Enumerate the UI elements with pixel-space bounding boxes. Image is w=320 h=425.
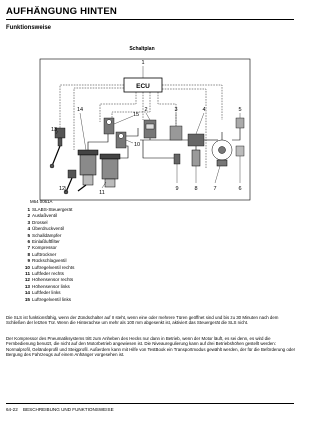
footer-section: BESCHREIBUNG UND FUNKTIONSWEISE [23,407,114,412]
air-spring-left [78,150,98,191]
callout-2: 2 [144,107,148,113]
figure-code: M64 0061A [30,199,53,204]
legend-text: Lufttrockner [32,251,57,257]
legend-number: 6 [27,239,30,245]
legend-text: Luftfeder links [32,290,61,296]
air-control-valve-right [116,132,126,148]
legend-number: 10 [24,264,30,270]
legend-number: 15 [24,296,30,302]
legend-text: Schalldämpfer [32,232,62,238]
legend-text: Rückschlagventil [32,258,67,264]
legend-text: Luftregelventil links [32,296,72,302]
callout-12: 12 [58,186,66,192]
callout-8: 8 [194,186,198,192]
ecu-label: ECU [136,83,150,90]
legend-text: Höhensensor links [32,283,70,289]
callout-10: 10 [133,142,141,148]
callout-6: 6 [238,186,242,192]
relief-valve [188,134,204,146]
legend-number: 5 [27,232,30,238]
air-control-valve-left [104,118,114,134]
legend-number: 4 [27,226,30,232]
legend-text: Kompressor [32,245,57,251]
callout-13: 13 [50,127,58,133]
legend-text: Einlaßluftfilter [32,239,60,245]
legend-number: 3 [27,219,30,225]
body-paragraph-1: Die SLS ist funktionsfähig, wenn der Zündschalter auf II steht, wenn eine oder mehrere Türen geöffnet sind und bis zu 30 Minuten nach dem Schließen der letzten Tür. Wenn die Hinterachse um mehr als 100 mm abgesenkt ist, aktiviert das Steuergerät die SLS nicht. [6,315,279,326]
compressor [212,140,232,166]
legend-number: 14 [24,290,30,296]
callout-14: 14 [76,107,84,113]
callout-5: 5 [238,107,242,113]
page-header-title: AUFHÄNGUNG HINTEN [6,6,118,17]
legend-text: SLABS-Steuergerät [32,207,73,212]
air-dryer [192,150,200,166]
callout-3: 3 [174,107,178,113]
legend-item [19,297,74,303]
legend-number: 13 [24,283,30,289]
footer-page-number: 64-22 [6,407,18,412]
legend-text: Überdruckventil [32,226,64,232]
page-footer [6,407,118,412]
legend-text: Drossel [32,219,48,225]
air-spring-right [100,154,120,187]
footer-rule [6,403,294,404]
silencer [236,118,244,128]
callout-15: 15 [132,112,140,118]
callout-7: 7 [213,186,217,192]
body-paragraph-2: Der Kompressor des Pneumatiksystems tritt zum Anheben des Hecks nur dann in Betrieb, wenn der Motor läuft, es sei denn, es wird die Fernbedienung benutzt, die nicht auf den Motorbetrieb angewiesen ist. Die Niveauregulierung kann auf drei Betriebshöhen gestellt werden: Normalprofil, Geländeprofil und Steigprofil. Außerdem kann mit Hilfe von TestBook ein Transportmodus gewählt werden, der für die Beförderung oder Bergung des Fahrzeugs auf einem Anhänger vorgesehen ist. [6,336,296,357]
height-sensor-left [50,128,65,168]
legend-number: 1 [27,207,30,212]
legend-number: 11 [25,271,30,277]
callout-9: 9 [175,186,179,192]
legend-list [19,207,74,303]
legend-text: Luftregelventil rechts [32,264,75,270]
check-valve [174,154,180,164]
throttle [170,126,182,140]
legend-text: Auslaßventil [32,213,58,219]
legend-number: 7 [27,245,30,251]
callout-4: 4 [202,107,206,113]
legend-text: Luftfeder rechts [32,271,64,277]
callout-11: 11 [99,190,105,196]
legend-number: 12 [24,277,30,283]
exhaust-valve [144,120,156,138]
section-title: Funktionsweise [6,25,52,31]
legend-number: 2 [27,213,30,219]
callout-1: 1 [141,60,145,66]
ecu-block [124,78,162,92]
legend-number: 9 [27,258,30,264]
diagram-title: Schaltplan [129,46,155,52]
legend-number: 8 [27,251,30,257]
inlet-air-filter [236,146,244,156]
legend-text: Höhensensor rechts [32,277,74,283]
